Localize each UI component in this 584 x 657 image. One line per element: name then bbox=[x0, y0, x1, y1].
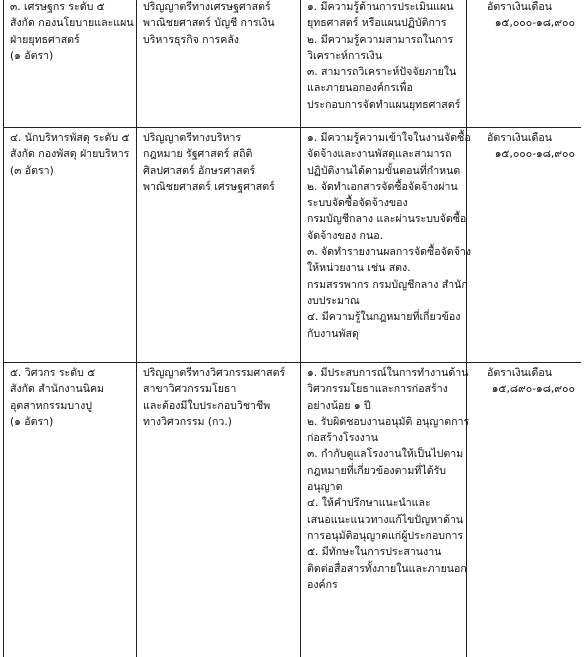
requirements-line: การอนุมัติอนุญาตแก่ผู้ประกอบการ bbox=[307, 529, 464, 542]
requirements-line: อนุญาต bbox=[307, 481, 343, 494]
qualification-line: สาขาวิศวกรรมโยธา bbox=[143, 383, 237, 396]
requirements-line: และภายนอกองค์กรเพื่อ bbox=[307, 82, 413, 95]
qualification-line: บริหารธุรกิจ การคลัง bbox=[143, 33, 239, 46]
requirements-line: เสนอแนะแนวทางแก้ไขปัญหาด้าน bbox=[307, 513, 464, 526]
salary-line: ๑๕,๐๐๐-๑๘,๙๐๐ bbox=[494, 17, 575, 30]
position-line: ๓. เศรษฐกร ระดับ ๕ bbox=[10, 1, 105, 13]
qualification-line: ทางวิศวกรรม (กว.) bbox=[143, 415, 232, 428]
qualification-cell bbox=[137, 363, 301, 657]
requirements-line: วิศวกรรมโยธาและการก่อสร้าง bbox=[307, 383, 448, 396]
position-line: (๓ อัตรา) bbox=[10, 164, 54, 177]
requirements-line: จัดจ้างและงานพัสดุและสามารถ bbox=[307, 148, 452, 161]
requirements-line: ประกอบการจัดทำแผนยุทธศาสตร์ bbox=[307, 98, 461, 111]
requirements-line: กรมบัญชีกลาง และผ่านระบบจัดซื้อ bbox=[307, 213, 467, 226]
requirements-line: ๔. ให้คำปรึกษาแนะนำและ bbox=[307, 497, 431, 510]
requirements-cell bbox=[301, 0, 467, 128]
positions-table-body bbox=[4, 0, 582, 657]
requirements-line: ติดต่อสื่อสารทั้งภายในและภายนอก bbox=[307, 562, 467, 575]
requirements-line: ก่อสร้างโรงงาน bbox=[307, 432, 378, 445]
position-cell bbox=[4, 363, 137, 657]
position-line: อุตสาหกรรมบางปู bbox=[10, 399, 92, 412]
requirements-line: ๑. มีประสบการณ์ในการทำงานด้าน bbox=[307, 367, 469, 379]
salary-cell bbox=[467, 0, 582, 128]
requirements-line: ให้หน่วยงาน เช่น สตง. bbox=[307, 262, 411, 275]
qualification-cell bbox=[137, 0, 301, 128]
requirements-line: ๔. มีความรู้ในกฎหมายที่เกี่ยวข้อง bbox=[307, 311, 461, 324]
requirements-line: ๒. รับผิดชอบงานอนุมัติ อนุญาตการ bbox=[307, 415, 470, 428]
qualification-line: กฎหมาย รัฐศาสตร์ สถิติ bbox=[143, 148, 253, 161]
requirements-line: อย่างน้อย ๑ ปี bbox=[307, 399, 371, 412]
requirements-cell bbox=[301, 128, 472, 363]
position-line: ๔. นักบริหารพัสดุ ระดับ ๕ bbox=[10, 132, 130, 144]
requirements-line: ๕. มีทักษะในการประสานงาน bbox=[307, 546, 442, 559]
qualification-line: พาณิชยศาสตร์ เศรษฐศาสตร์ bbox=[143, 180, 275, 193]
salary-cell bbox=[467, 128, 582, 363]
requirements-line: วิเคราะห์การเงิน bbox=[307, 49, 383, 62]
position-line: (๑ อัตรา) bbox=[10, 415, 54, 428]
requirements-line: ๓. จัดทำรายงานผลการจัดซื้อจัดจ้าง bbox=[307, 246, 472, 259]
job-announcement-page bbox=[3, 0, 581, 657]
salary-line: ๑๕,๘๙๐-๑๘,๙๐๐ bbox=[491, 383, 575, 396]
position-line: (๑ อัตรา) bbox=[10, 49, 54, 62]
qualification-line: พาณิชยศาสตร์ บัญชี การเงิน bbox=[143, 17, 275, 30]
table-row bbox=[4, 128, 582, 363]
salary-cell bbox=[467, 363, 582, 657]
position-line: สังกัด กองพัสดุ ฝ่ายบริหาร bbox=[10, 148, 130, 161]
position-line: ฝ่ายยุทธศาสตร์ bbox=[10, 33, 80, 46]
table-row bbox=[4, 0, 582, 128]
qualification-line: และต้องมีใบประกอบวิชาชีพ bbox=[143, 399, 271, 412]
requirements-line: ๑. มีความรู้ความเข้าใจในงานจัดซื้อ bbox=[307, 132, 471, 144]
requirements-line: จัดจ้างของ กนอ. bbox=[307, 229, 383, 242]
requirements-line: องค์กร bbox=[307, 578, 338, 591]
requirements-line: ๓. กำกับดูแลโรงงานให้เป็นไปตาม bbox=[307, 448, 464, 461]
qualification-line: ปริญญาตรีทางวิศวกรรมศาสตร์ bbox=[143, 367, 286, 379]
salary-line: อัตราเงินเดือน bbox=[487, 132, 553, 144]
requirements-line: ๒. จัดทำเอกสารจัดซื้อจัดจ้างผ่าน bbox=[307, 180, 458, 193]
requirements-line: กรมสรรพากร กรมบัญชีกลาง สำนัก bbox=[307, 278, 468, 291]
position-line: สังกัด กองนโยบายและแผน bbox=[10, 17, 134, 30]
qualification-cell bbox=[137, 128, 301, 363]
position-line: ๕. วิศวกร ระดับ ๕ bbox=[10, 367, 96, 379]
table-row bbox=[4, 363, 582, 657]
position-line: สังกัด สำนักงานนิคม bbox=[10, 383, 105, 396]
requirements-line: ๓. สามารถวิเคราะห์ปัจจัยภายใน bbox=[307, 66, 457, 79]
positions-table bbox=[3, 0, 581, 657]
position-cell bbox=[4, 128, 137, 363]
requirements-cell bbox=[301, 363, 470, 657]
requirements-line: ๑. มีความรู้ด้านการประเมินแผน bbox=[307, 1, 454, 13]
qualification-line: ปริญญาตรีทางเศรษฐศาสตร์ bbox=[143, 1, 271, 13]
requirements-line: งบประมาณ bbox=[307, 294, 360, 307]
salary-line: อัตราเงินเดือน bbox=[487, 367, 553, 379]
salary-line: ๑๕,๐๐๐-๑๘,๙๐๐ bbox=[494, 148, 575, 161]
salary-line: อัตราเงินเดือน bbox=[487, 1, 553, 13]
requirements-line: กับงานพัสดุ bbox=[307, 327, 359, 340]
requirements-line: ปฏิบัติงานได้ตามขั้นตอนที่กำหนด bbox=[307, 164, 461, 177]
requirements-line: ระบบจัดซื้อจัดจ้างของ bbox=[307, 197, 408, 210]
requirements-line: ๒. มีความรู้ความสามารถในการ bbox=[307, 33, 454, 46]
requirements-line: กฎหมายที่เกี่ยวข้องตามที่ได้รับ bbox=[307, 464, 447, 477]
position-cell bbox=[4, 0, 137, 128]
requirements-line: ยุทธศาสตร์ หรือแผนปฏิบัติการ bbox=[307, 17, 447, 30]
qualification-line: ศิลปศาสตร์ อักษรศาสตร์ bbox=[143, 164, 256, 177]
qualification-line: ปริญญาตรีทางบริหาร bbox=[143, 132, 242, 144]
